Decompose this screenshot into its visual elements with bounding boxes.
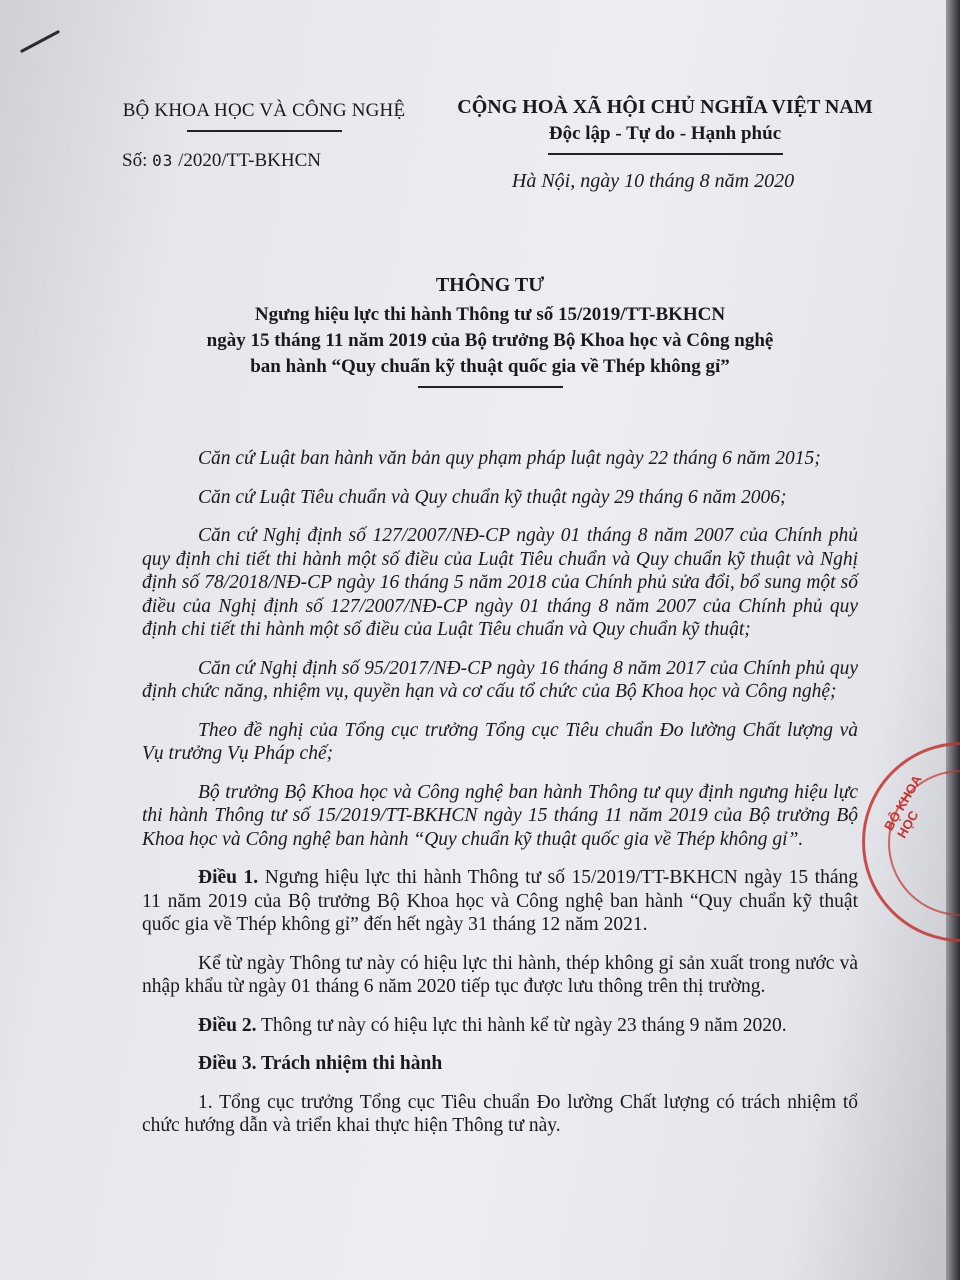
title-line-1: Ngưng hiệu lực thi hành Thông tư số 15/2019/TT-BKHCN [254,304,726,325]
document-body [142,447,858,1153]
title-line-2: ngày 15 tháng 11 năm 2019 của Bộ trưởng Bộ Khoa học và Công nghệ [206,330,774,351]
number-suffix: /2020/TT-BKHCN [178,150,321,171]
article-1-label: Điều 1. [198,867,259,888]
preamble-4: Căn cứ Nghị định số 95/2017/NĐ-CP ngày 16 tháng 8 năm 2017 của Chính phủ quy định chức năng, nhiệm vụ, quyền hạn và cơ cấu tổ chức của Bộ Khoa học và Công nghệ; [142,657,858,702]
preamble-5: Theo đề nghị của Tổng cục trưởng Tổng cục Tiêu chuẩn Đo lường Chất lượng và Vụ trưởng Vụ Pháp chế; [142,719,858,764]
preamble-2: Căn cứ Luật Tiêu chuẩn và Quy chuẩn kỹ thuật ngày 29 tháng 6 năm 2006; [198,486,787,508]
seal-text: BỘ KHOA HỌC [881,772,925,841]
article-1-text: Ngưng hiệu lực thi hành Thông tư số 15/2019/TT-BKHCN ngày 15 tháng 11 năm 2019 của Bộ trưởng Bộ Khoa học và Công nghệ ban hành “Quy chuẩn kỹ thuật quốc gia về Thép không gỉ” đến hết ngày 31 tháng 12 năm 2021. [142,867,859,935]
number-value: 03 [152,151,174,170]
preamble-3: Căn cứ Nghị định số 127/2007/NĐ-CP ngày 01 tháng 8 năm 2007 của Chính phủ quy định chi tiết thi hành một số điều của Luật Tiêu chuẩn và Quy chuẩn kỹ thuật và Nghị định số 78/2018/NĐ-CP ngày 16 tháng 5 năm 2018 của Chính phủ sửa đổi, bổ sung một số điều của Nghị định số 127/2007/NĐ-CP ngày 01 tháng 8 năm 2007 của Chính phủ quy định chi tiết thi hành một số điều của Luật Tiêu chuẩn và Quy chuẩn kỹ thuật; [142,525,858,640]
article-1 [142,866,858,937]
national-header [430,96,900,155]
document-number [122,150,321,172]
place-date: Hà Nội, ngày 10 tháng 8 năm 2020 [511,170,795,192]
ministry-underline [187,130,342,132]
number-prefix: Số: [122,150,148,171]
document-title [100,272,880,388]
article-2 [142,1014,858,1038]
article-2-text: Thông tư này có hiệu lực thi hành kể từ ngày 23 tháng 9 năm 2020. [256,1014,787,1036]
doc-type: THÔNG TƯ [435,274,545,296]
article-3-item-1: 1. Tổng cục trưởng Tổng cục Tiêu chuẩn Đo lường Chất lượng có trách nhiệm tổ chức hướng dẫn và triển khai thực hiện Thông tư này. [142,1091,858,1136]
preamble-1: Căn cứ Luật ban hành văn bản quy phạm pháp luật ngày 22 tháng 6 năm 2015; [198,448,821,469]
title-line-3: ban hành “Quy chuẩn kỹ thuật quốc gia về Thép không gỉ” [250,356,730,377]
title-underline [418,386,563,388]
article-3-heading: Điều 3. Trách nhiệm thi hành [198,1053,443,1074]
nation-name: CỘNG HOÀ XÃ HỘI CHỦ NGHĨA VIỆT NAM [457,96,873,118]
preamble-6: Bộ trưởng Bộ Khoa học và Công nghệ ban hành Thông tư quy định ngưng hiệu lực thi hành Thông tư số 15/2019/TT-BKHCN ngày 15 tháng 11 năm 2019 của Bộ trưởng Bộ Khoa học và Công nghệ ban hành “Quy chuẩn kỹ thuật quốc gia về Thép không gỉ”. [142,781,858,850]
article-1-para-2: Kể từ ngày Thông tư này có hiệu lực thi hành, thép không gỉ sản xuất trong nước và nhập khẩu từ ngày 01 tháng 6 năm 2020 tiếp tục được lưu thông trên thị trường. [142,952,858,997]
page-edge-shadow [946,0,960,1280]
pen-mark [20,30,60,53]
article-2-label: Điều 2. [198,1014,257,1036]
national-motto: Độc lập - Tự do - Hạnh phúc [548,123,782,144]
issuing-agency [104,100,424,132]
ministry-name: BỘ KHOA HỌC VÀ CÔNG NGHỆ [122,100,406,121]
motto-underline [548,153,783,155]
